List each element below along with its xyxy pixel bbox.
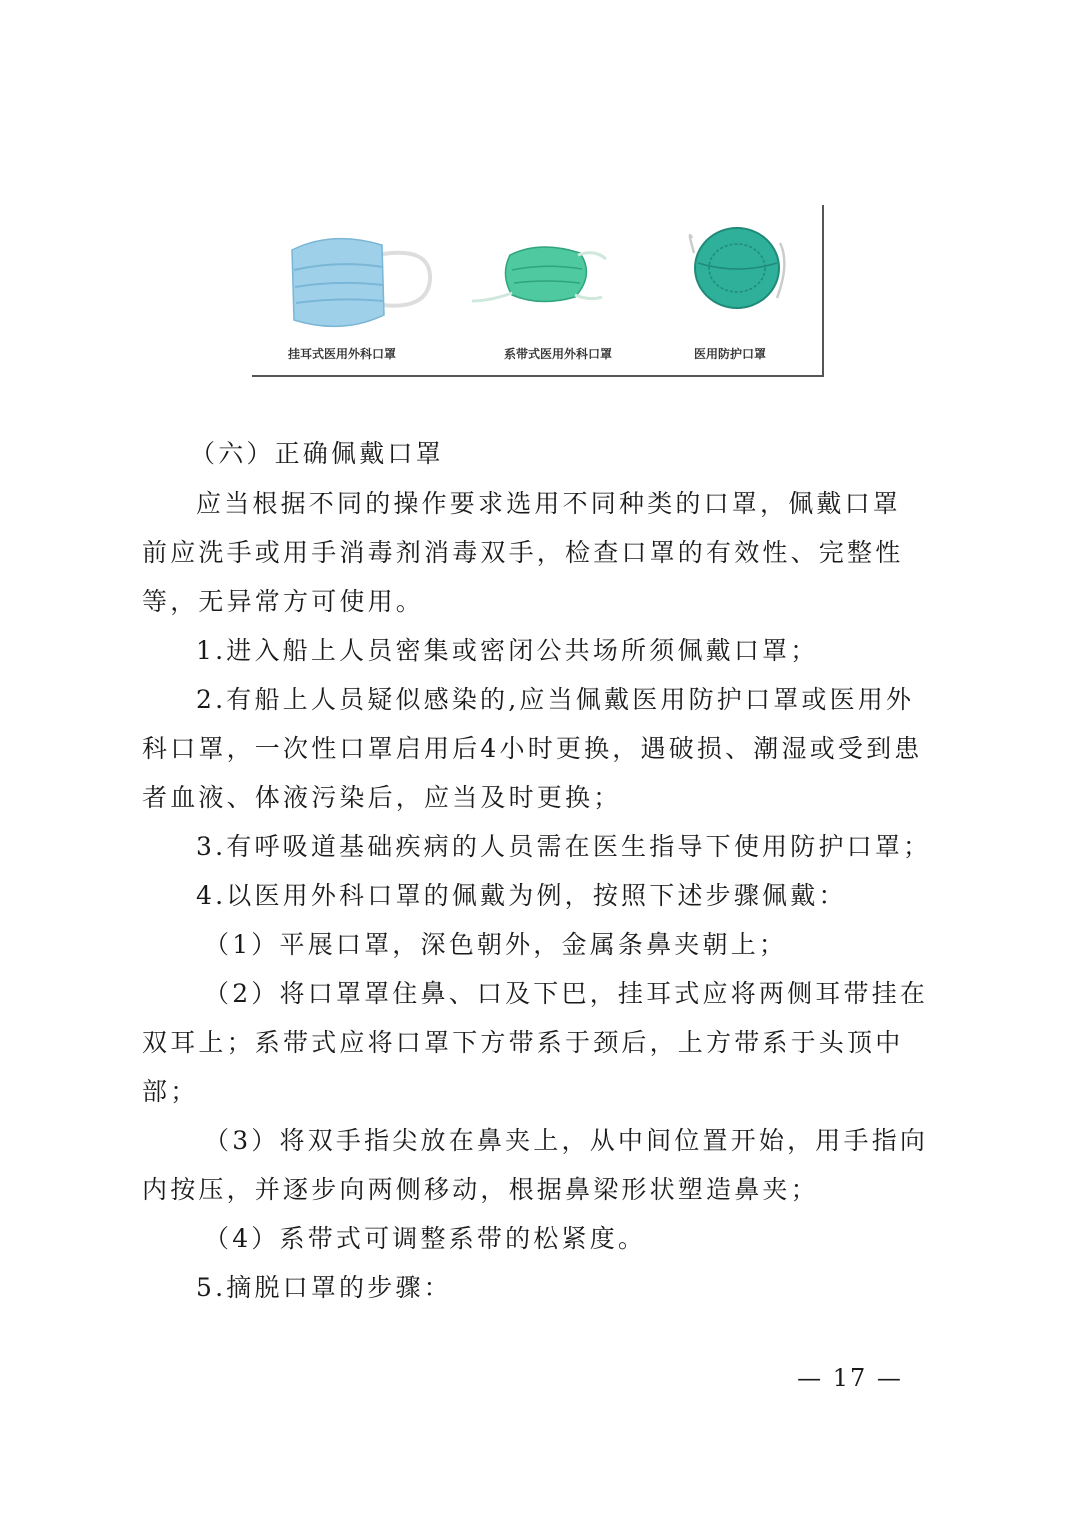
body-line: 双耳上；系带式应将口罩下方带系于颈后，上方带系于头顶中 <box>142 1028 904 1057</box>
section-heading: （六）正确佩戴口罩 <box>190 439 444 468</box>
sub-item: （2）将口罩罩住鼻、口及下巴，挂耳式应将两侧耳带挂在 <box>204 979 929 1008</box>
body-line: 前应洗手或用手消毒剂消毒双手，检查口罩的有效性、完整性 <box>142 538 904 567</box>
body-line: 内按压，并逐步向两侧移动，根据鼻梁形状塑造鼻夹； <box>142 1175 819 1204</box>
list-item: 5.摘脱口罩的步骤： <box>196 1273 452 1302</box>
medical-protective-mask-image <box>682 223 792 318</box>
caption-ear-loop-surgical-mask: 挂耳式医用外科口罩 <box>288 347 397 361</box>
caption-medical-protective-mask: 医用防护口罩 <box>694 347 767 361</box>
page-number: — 17 — <box>797 1364 903 1392</box>
mask-types-figure <box>252 205 824 377</box>
caption-tie-on-surgical-mask: 系带式医用外科口罩 <box>504 347 613 361</box>
body-line: 者血液、体液污染后，应当及时更换； <box>142 783 622 812</box>
body-line: 等，无异常方可使用。 <box>142 587 425 616</box>
list-item: 3.有呼吸道基础疾病的人员需在医生指导下使用防护口罩； <box>196 832 932 861</box>
sub-item: （4）系带式可调整系带的松紧度。 <box>204 1224 647 1253</box>
body-line: 部； <box>142 1077 199 1106</box>
tie-on-surgical-mask-image <box>470 235 610 315</box>
sub-item: （3）将双手指尖放在鼻夹上，从中间位置开始，用手指向 <box>204 1126 929 1155</box>
list-item: 2.有船上人员疑似感染的,应当佩戴医用防护口罩或医用外 <box>196 685 915 714</box>
list-item: 4.以医用外科口罩的佩戴为例，按照下述步骤佩戴： <box>196 881 847 910</box>
body-line: 应当根据不同的操作要求选用不同种类的口罩，佩戴口罩 <box>196 489 902 518</box>
sub-item: （1）平展口罩，深色朝外，金属条鼻夹朝上； <box>204 930 788 959</box>
list-item: 1.进入船上人员密集或密闭公共场所须佩戴口罩； <box>196 636 819 665</box>
body-line: 科口罩，一次性口罩启用后4小时更换，遇破损、潮湿或受到患 <box>142 734 923 763</box>
ear-loop-surgical-mask-image <box>282 225 442 335</box>
